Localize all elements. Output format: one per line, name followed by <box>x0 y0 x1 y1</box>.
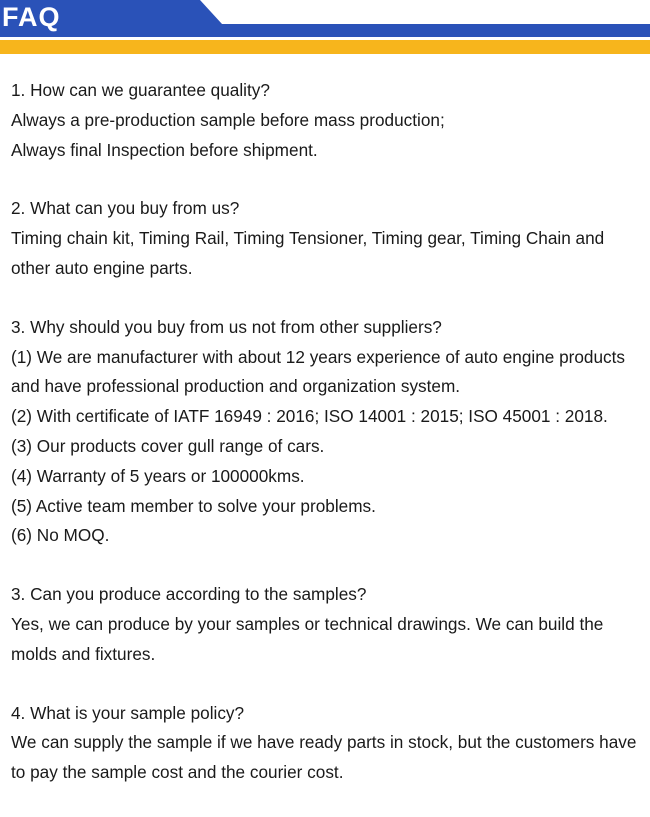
faq-list <box>11 76 647 817</box>
faq-answer-line: (1) We are manufacturer with about 12 years experience of auto engine products <box>11 346 626 367</box>
page-title: FAQ <box>2 2 61 32</box>
faq-question: 2. What can you buy from us? <box>11 198 240 219</box>
faq-question: 3. Why should you buy from us not from other suppliers? <box>11 316 442 337</box>
faq-answer-line: molds and fixtures. <box>11 643 156 664</box>
faq-answer-line: (5) Active team member to solve your problems. <box>11 495 376 516</box>
faq-answer-line: (2) With certificate of IATF 16949 : 2016; ISO 14001 : 2015; ISO 45001 : 2018. <box>11 406 608 427</box>
header-banner-graphic <box>0 0 650 54</box>
faq-header-banner <box>0 0 650 54</box>
faq-answer-line: Always final Inspection before shipment. <box>11 139 318 160</box>
faq-answer-line: We can supply the sample if we have ready parts in stock, but the customers have <box>11 732 637 753</box>
faq-answer-line: and have professional production and organization system. <box>11 376 461 397</box>
faq-question: 4. What is your sample policy? <box>11 702 245 723</box>
faq-answer-line: Timing chain kit, Timing Rail, Timing Tensioner, Timing gear, Timing Chain and <box>11 228 605 249</box>
faq-item <box>11 699 647 788</box>
faq-item <box>11 313 647 551</box>
faq-answer-line: (4) Warranty of 5 years or 100000kms. <box>11 465 305 486</box>
faq-answer-line: (6) No MOQ. <box>11 525 110 546</box>
faq-answer-line: to pay the sample cost and the courier cost. <box>11 762 344 783</box>
faq-question: 3. Can you produce according to the samples? <box>11 584 367 605</box>
faq-item <box>11 76 647 165</box>
orange-stripe <box>0 40 650 54</box>
faq-question: 1. How can we guarantee quality? <box>11 80 270 100</box>
faq-answer-line: Yes, we can produce by your samples or technical drawings. We can build the <box>11 613 604 634</box>
faq-answer-line: other auto engine parts. <box>11 257 193 278</box>
faq-answer-line: (3) Our products cover gull range of cars. <box>11 435 325 456</box>
faq-item <box>11 580 647 669</box>
faq-answer-line: Always a pre-production sample before mass production; <box>11 109 445 130</box>
faq-item <box>11 194 647 283</box>
